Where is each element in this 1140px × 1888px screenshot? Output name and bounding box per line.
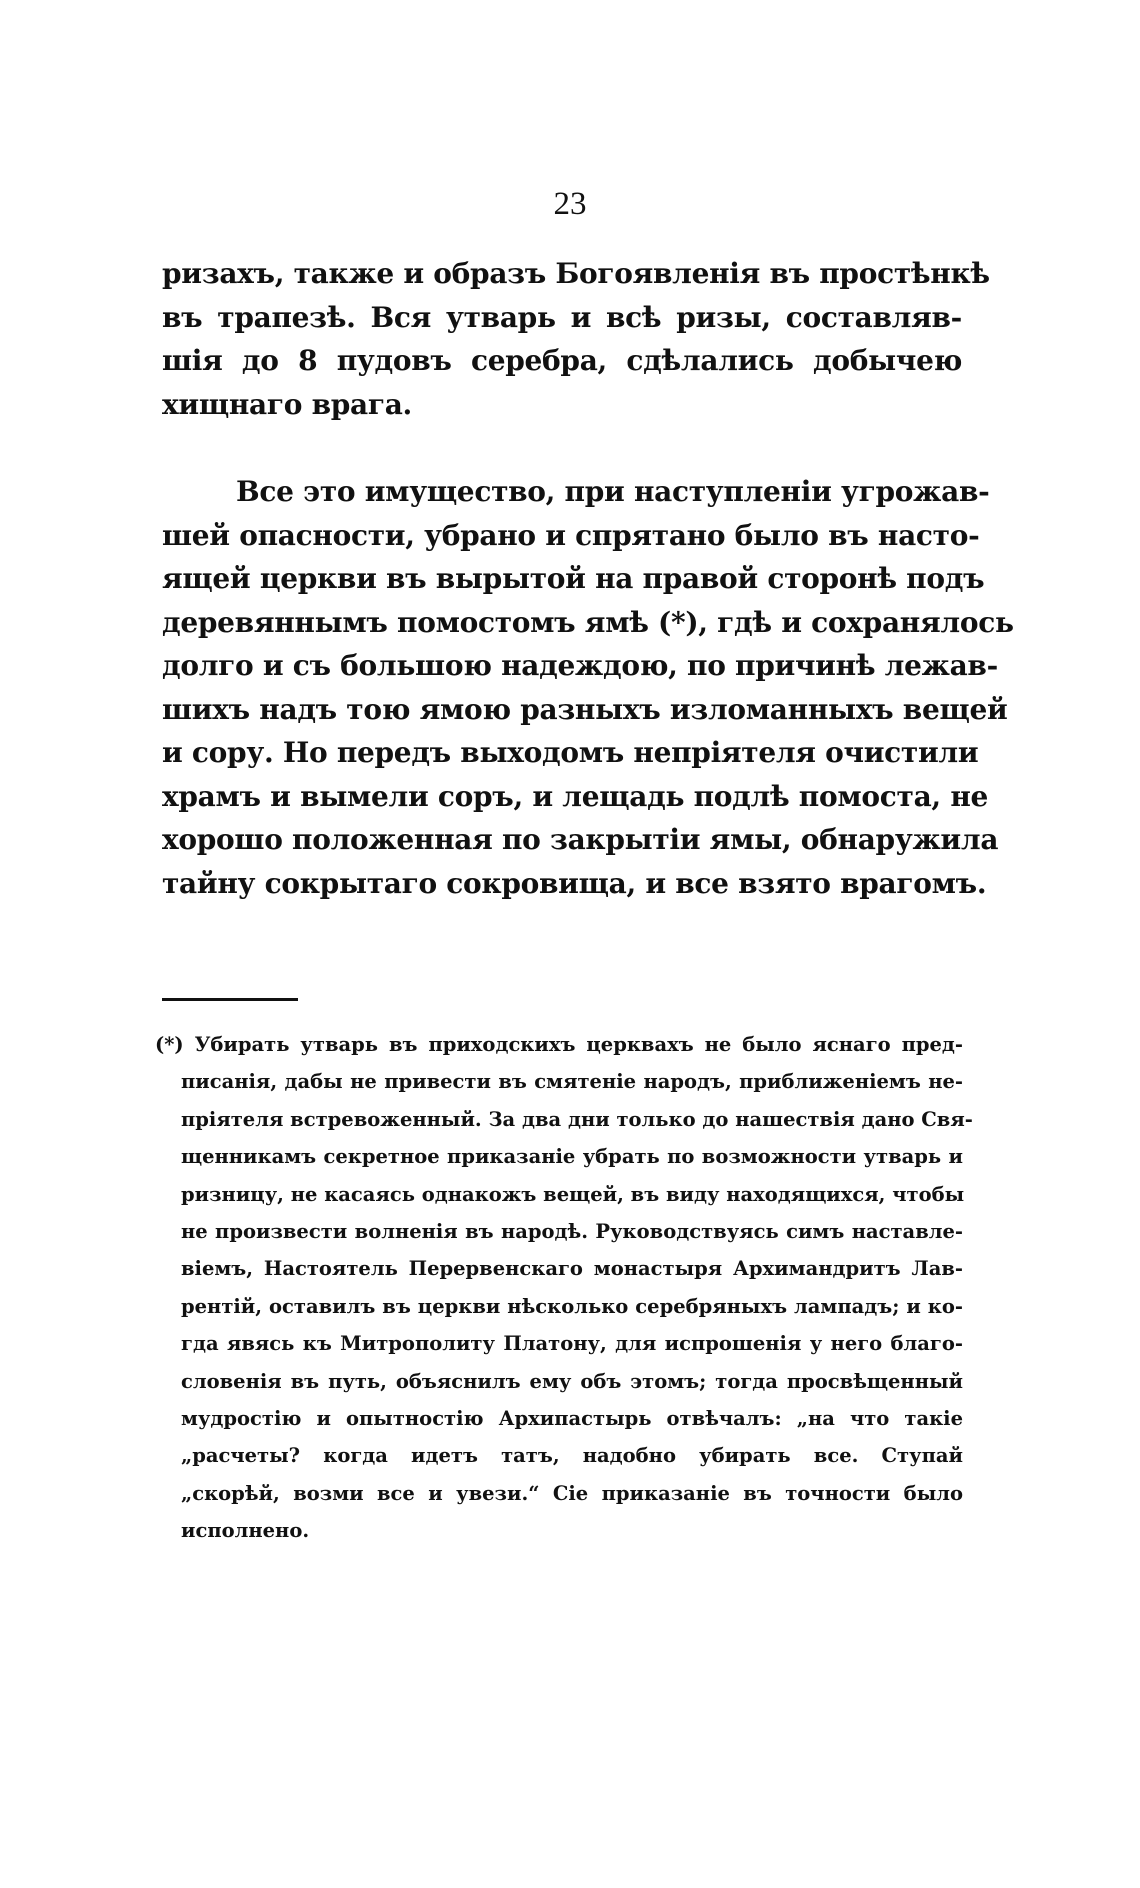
footnote-line: исполнено. <box>181 1519 310 1543</box>
footnote-divider <box>162 998 298 1001</box>
text-line: шія до 8 пудовъ серебра, сдѣлались добычею <box>162 344 962 377</box>
text-line: хищнаго врага. <box>162 387 413 421</box>
text-line: хорошо положенная по закрытіи ямы, обнаружила <box>162 823 999 856</box>
text-line: тайну сокрытаго сокровища, и все взято врагомъ. <box>162 866 987 900</box>
footnote-line: щенникамъ секретное приказаніе убрать по возможности утварь и <box>181 1145 963 1169</box>
text-line: ризахъ, также и образъ Богоявленія въ простѣнкѣ <box>162 257 990 290</box>
footnote-line: ризницу, не касаясь однакожъ вещей, въ виду находящихся, чтобы <box>181 1182 965 1206</box>
footnote-line: мудростію и опытностію Архипастырь отвѣчалъ: „на что такіе <box>181 1407 963 1431</box>
text-line: деревяннымъ помостомъ ямѣ (*), гдѣ и сохранялось <box>162 605 1014 639</box>
text-line: и сору. Но передъ выходомъ непріятеля очистили <box>162 736 979 769</box>
footnote-line: гда явясь къ Митрополиту Платону, для испрошенія у него благо- <box>181 1332 963 1356</box>
text-line: въ трапезѣ. Вся утварь и всѣ ризы, составляв- <box>162 300 962 334</box>
footnote-line: „расчеты? когда идетъ татъ, надобно убирать все. Ступай <box>181 1444 963 1468</box>
footnote-line: „скорѣй, возми все и увези.“ Сіе приказаніе въ точности было <box>181 1481 963 1505</box>
footnote-line: писанія, дабы не привести въ смятеніе народъ, приближеніемъ не- <box>181 1070 963 1094</box>
footnote-line: віемъ, Настоятель Перервенскаго монастыря Архимандритъ Лав- <box>181 1257 963 1281</box>
text-line: шихъ надъ тою ямою разныхъ изломанныхъ вещей <box>162 692 1008 726</box>
text-line: долго и съ большою надеждою, по причинѣ лежав- <box>162 649 998 682</box>
body-paragraph-2 <box>162 470 1014 905</box>
footnote-line: рентій, оставилъ въ церкви нѣсколько серебряныхъ лампадъ; и ко- <box>181 1294 963 1318</box>
page-number: 23 <box>553 186 587 222</box>
body-paragraph-1 <box>162 252 990 426</box>
text-line: шей опасности, убрано и спрятано было въ насто- <box>162 518 980 552</box>
text-line: храмъ и вымели соръ, и лещадь подлѣ помоста, не <box>162 779 989 813</box>
footnote-line: словенія въ путь, объяснилъ ему объ этомъ; тогда просвѣщенный <box>181 1369 963 1393</box>
footnote <box>155 1026 973 1550</box>
text-line: Все это имущество, при наступленіи угрожав- <box>236 475 990 508</box>
footnote-line: (*) Убирать утварь въ приходскихъ церквахъ не было яснаго пред- <box>155 1033 963 1056</box>
footnote-line: пріятеля встревоженный. За два дни только до нашествія дано Свя- <box>181 1107 973 1131</box>
text-line: ящей церкви въ вырытой на правой сторонѣ подъ <box>162 562 985 595</box>
footnote-line: не произвести волненія въ народѣ. Руководствуясь симъ наставле- <box>181 1220 963 1244</box>
